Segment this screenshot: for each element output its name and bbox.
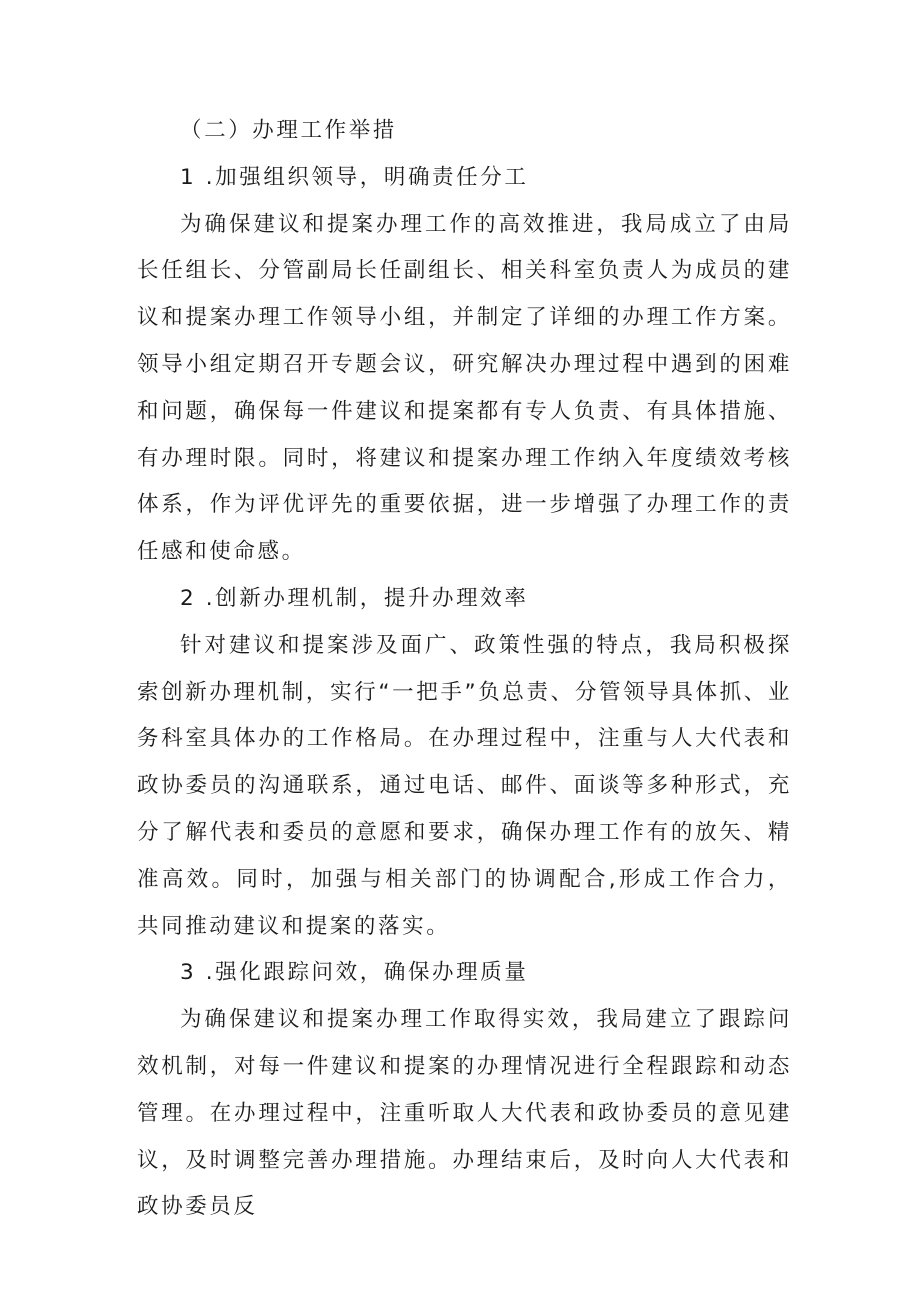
item-title-3: 3 .强化跟踪问效，确保办理质量	[180, 960, 529, 986]
item-title-1: 1 .加强组织领导，明确责任分工	[180, 164, 529, 190]
document-body	[137, 108, 792, 1231]
section-heading: （二）办理工作举措	[180, 118, 397, 143]
item-title-2: 2 .创新办理机制，提升办理效率	[180, 585, 529, 611]
item-paragraph-2: 针对建议和提案涉及面广、政策性强的特点，我局积极探索创新办理机制，实行“一把手”负总责、分管领导具体抓、业务科室具体办的工作格局。在办理过程中，注重与人大代表和政协委员的沟通联系，通过电话、邮件、面谈等多种形式，充分了解代表和委员的意愿和要求，确保办理工作有的放矢、精准高效。同时，加强与相关部门的协调配合,形成工作合力，共同推动建议和提案的落实。	[137, 632, 792, 939]
item-paragraph-1: 为确保建议和提案办理工作的高效推进，我局成立了由局长任组长、分管副局长任副组长、相关科室负责人为成员的建议和提案办理工作领导小组，并制定了详细的办理工作方案。领导小组定期召开专题会议，研究解决办理过程中遇到的困难和问题，确保每一件建议和提案都有专人负责、有具体措施、有办理时限。同时，将建议和提案办理工作纳入年度绩效考核体系，作为评优评先的重要依据，进一步增强了办理工作的责任感和使命感。	[137, 211, 792, 565]
item-paragraph-3: 为确保建议和提案办理工作取得实效，我局建立了跟踪问效机制，对每一件建议和提案的办理情况进行全程跟踪和动态管理。在办理过程中，注重听取人大代表和政协委员的意见建议，及时调整完善办理措施。办理结束后，及时向人大代表和政协委员反	[137, 1007, 792, 1220]
